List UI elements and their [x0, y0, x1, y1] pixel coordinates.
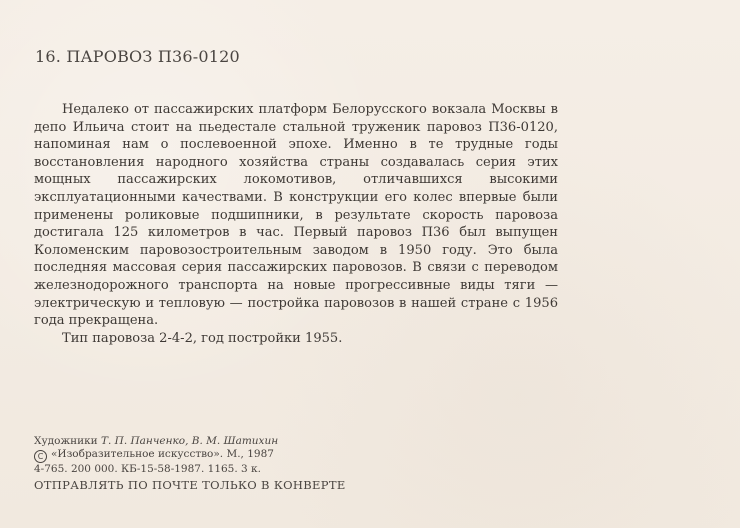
print-info: 4-765. 200 000. КБ-15-58-1987. 1165. 3 к.: [34, 463, 261, 475]
paragraph-main: Недалеко от пассажирских платформ Белорусского вокзала Москвы в депо Ильича стоит на пьедестале стальной труженик паровоз П36-0120, напоминая нам о послевоенной эпохе. Именно в те трудные годы восстановления народного хозяйства страны создавалась серия этих мощных пассажирских локомотивов, отличавшихся высокими эксплуатационными качествами. В конструкции его колес впервые были применены роликовые подшипники, в результате скорость паровоза достигала 125 километров в час. Первый паровоз П36 был выпущен Коломенским паровозостроительным заводом в 1950 году. Это была последняя массовая серия пассажирских паровозов. В связи с переводом железнодорожного транспорта на новые прогрессивные виды тяги — электрическую и тепловую — постройка паровозов в нашей стране с 1956 года прекращена.: [34, 102, 558, 329]
paragraph-type: Тип паровоза 2-4-2, год постройки 1955.: [62, 330, 343, 346]
publisher-text: «Изобразительное искусство». М., 1987: [51, 448, 274, 460]
body-text: [34, 101, 558, 347]
mailing-notice: ОТПРАВЛЯТЬ ПО ПОЧТЕ ТОЛЬКО В КОНВЕРТЕ: [34, 478, 346, 492]
artists-names: Т. П. Панченко, В. М. Шатихин: [101, 435, 279, 447]
document-title: 16. ПАРОВОЗ П36-0120: [35, 47, 240, 66]
publisher-line: [34, 448, 444, 463]
artists-line: [34, 435, 444, 448]
copyright-icon: C: [34, 450, 47, 463]
artists-label: Художники: [34, 435, 98, 447]
publication-footer: [34, 435, 444, 476]
